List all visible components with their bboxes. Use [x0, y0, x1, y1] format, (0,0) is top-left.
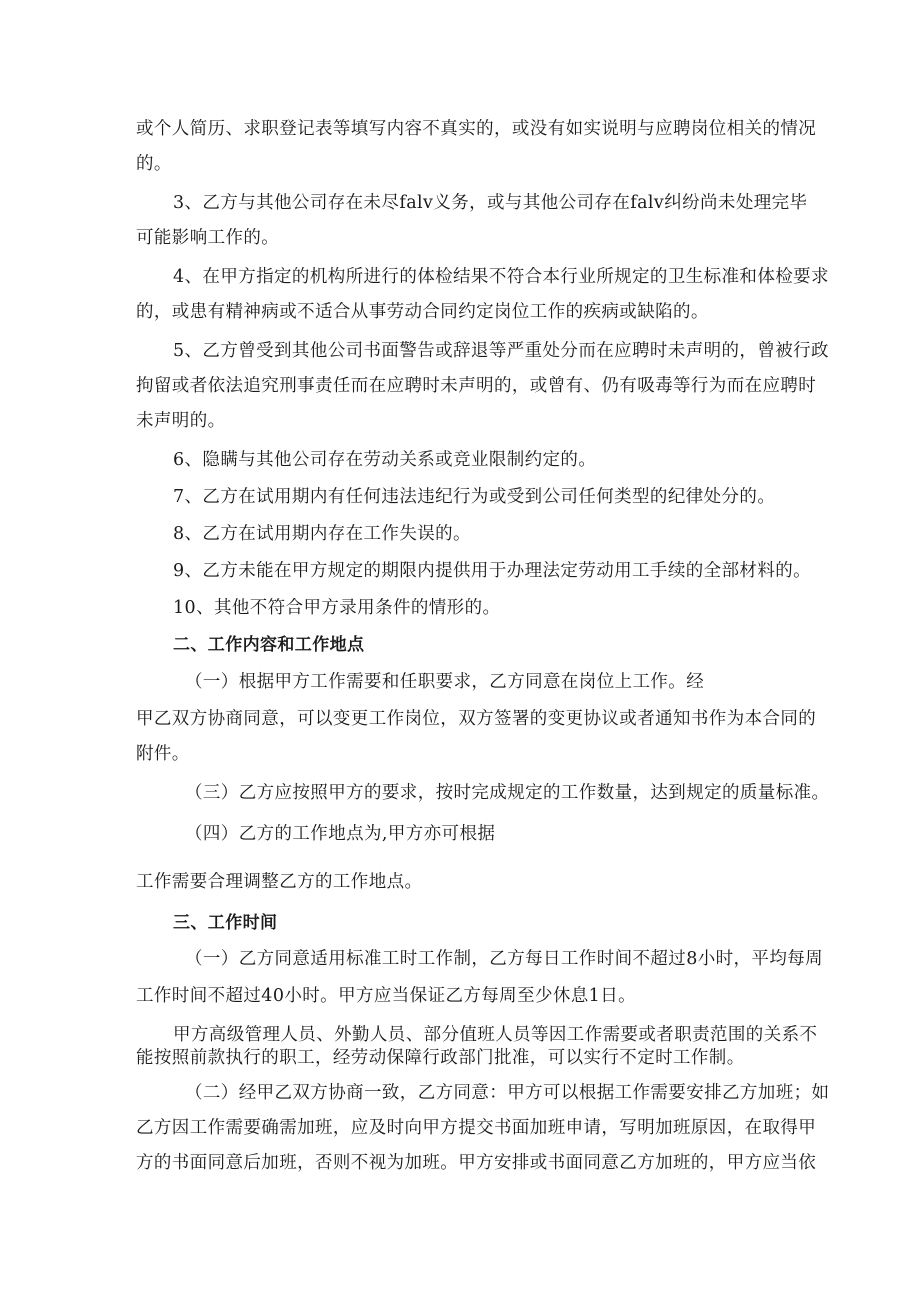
text-line: 的，或患有精神病或不适合从事劳动合同约定岗位工作的疾病或缺陷的。 — [136, 302, 709, 322]
text-line: 能按照前款执行的职工，经劳动保障行政部门批准，可以实行不定时工作制。 — [136, 1048, 745, 1068]
text-line: 4、在甲方指定的机构所进行的体检结果不符合本行业所规定的卫生标准和体检要求 — [173, 267, 829, 287]
text-line: 10、其他不符合甲方录用条件的情形的。 — [173, 598, 501, 618]
text-line: 5、乙方曾受到其他公司书面警告或辞退等严重处分而在应聘时未声明的，曾被行政 — [173, 341, 829, 361]
text-line: （四）乙方的工作地点为,甲方亦可根据 — [185, 824, 496, 844]
text-line: 8、乙方在试用期内存在工作失误的。 — [173, 524, 471, 544]
text-line: 9、乙方未能在甲方规定的期限内提供用于办理法定劳动用工手续的全部材料的。 — [173, 561, 812, 581]
text-line: 甲方高级管理人员、外勤人员、部分值班人员等因工作需要或者职责范围的关系不 — [173, 1025, 818, 1045]
text-line: 拘留或者依法追究刑事责任而在应聘时未声明的，或曾有、仍有吸毒等行为而在应聘时 — [136, 376, 817, 396]
text-line: 7、乙方在试用期内有任何违法违纪行为或受到公司任何类型的纪律处分的。 — [173, 487, 776, 507]
text-line: 未声明的。 — [136, 411, 226, 431]
section-heading-work-content: 二、工作内容和工作地点 — [173, 635, 365, 655]
text-line: （一）乙方同意适用标准工时工作制，乙方每日工作时间不超过8小时，平均每周 — [185, 949, 824, 969]
text-line: 6、隐瞒与其他公司存在劳动关系或竞业限制约定的。 — [173, 450, 597, 470]
text-line: 甲乙双方协商同意，可以变更工作岗位，双方签署的变更协议或者通知书作为本合同的 — [136, 709, 817, 729]
text-line: 或个人简历、求职登记表等填写内容不真实的，或没有如实说明与应聘岗位相关的情况 — [136, 119, 817, 139]
text-line: 工作时间不超过40小时。甲方应当保证乙方每周至少休息1日。 — [136, 986, 636, 1006]
text-line: 的。 — [136, 154, 172, 174]
text-line: 3、乙方与其他公司存在未尽falv义务，或与其他公司存在falv纠纷尚未处理完毕 — [173, 193, 808, 213]
text-line: 工作需要合理调整乙方的工作地点。 — [136, 872, 423, 892]
text-line: （一）根据甲方工作需要和任职要求，乙方同意在岗位上工作。经 — [185, 672, 705, 692]
text-line: 乙方因工作需要确需加班，应及时向甲方提交书面加班申请，写明加班原因，在取得甲 — [136, 1118, 817, 1138]
text-line: （三）乙方应按照甲方的要求，按时完成规定的工作数量，达到规定的质量标准。 — [185, 783, 830, 803]
section-heading-work-time: 三、工作时间 — [173, 913, 278, 933]
text-line: 方的书面同意后加班，否则不视为加班。甲方安排或书面同意乙方加班的，甲方应当依 — [136, 1153, 817, 1173]
text-line: 附件。 — [136, 744, 190, 764]
text-line: （二）经甲乙双方协商一致，乙方同意：甲方可以根据工作需要安排乙方加班；如 — [185, 1083, 830, 1103]
text-line: 可能影响工作的。 — [136, 228, 280, 248]
